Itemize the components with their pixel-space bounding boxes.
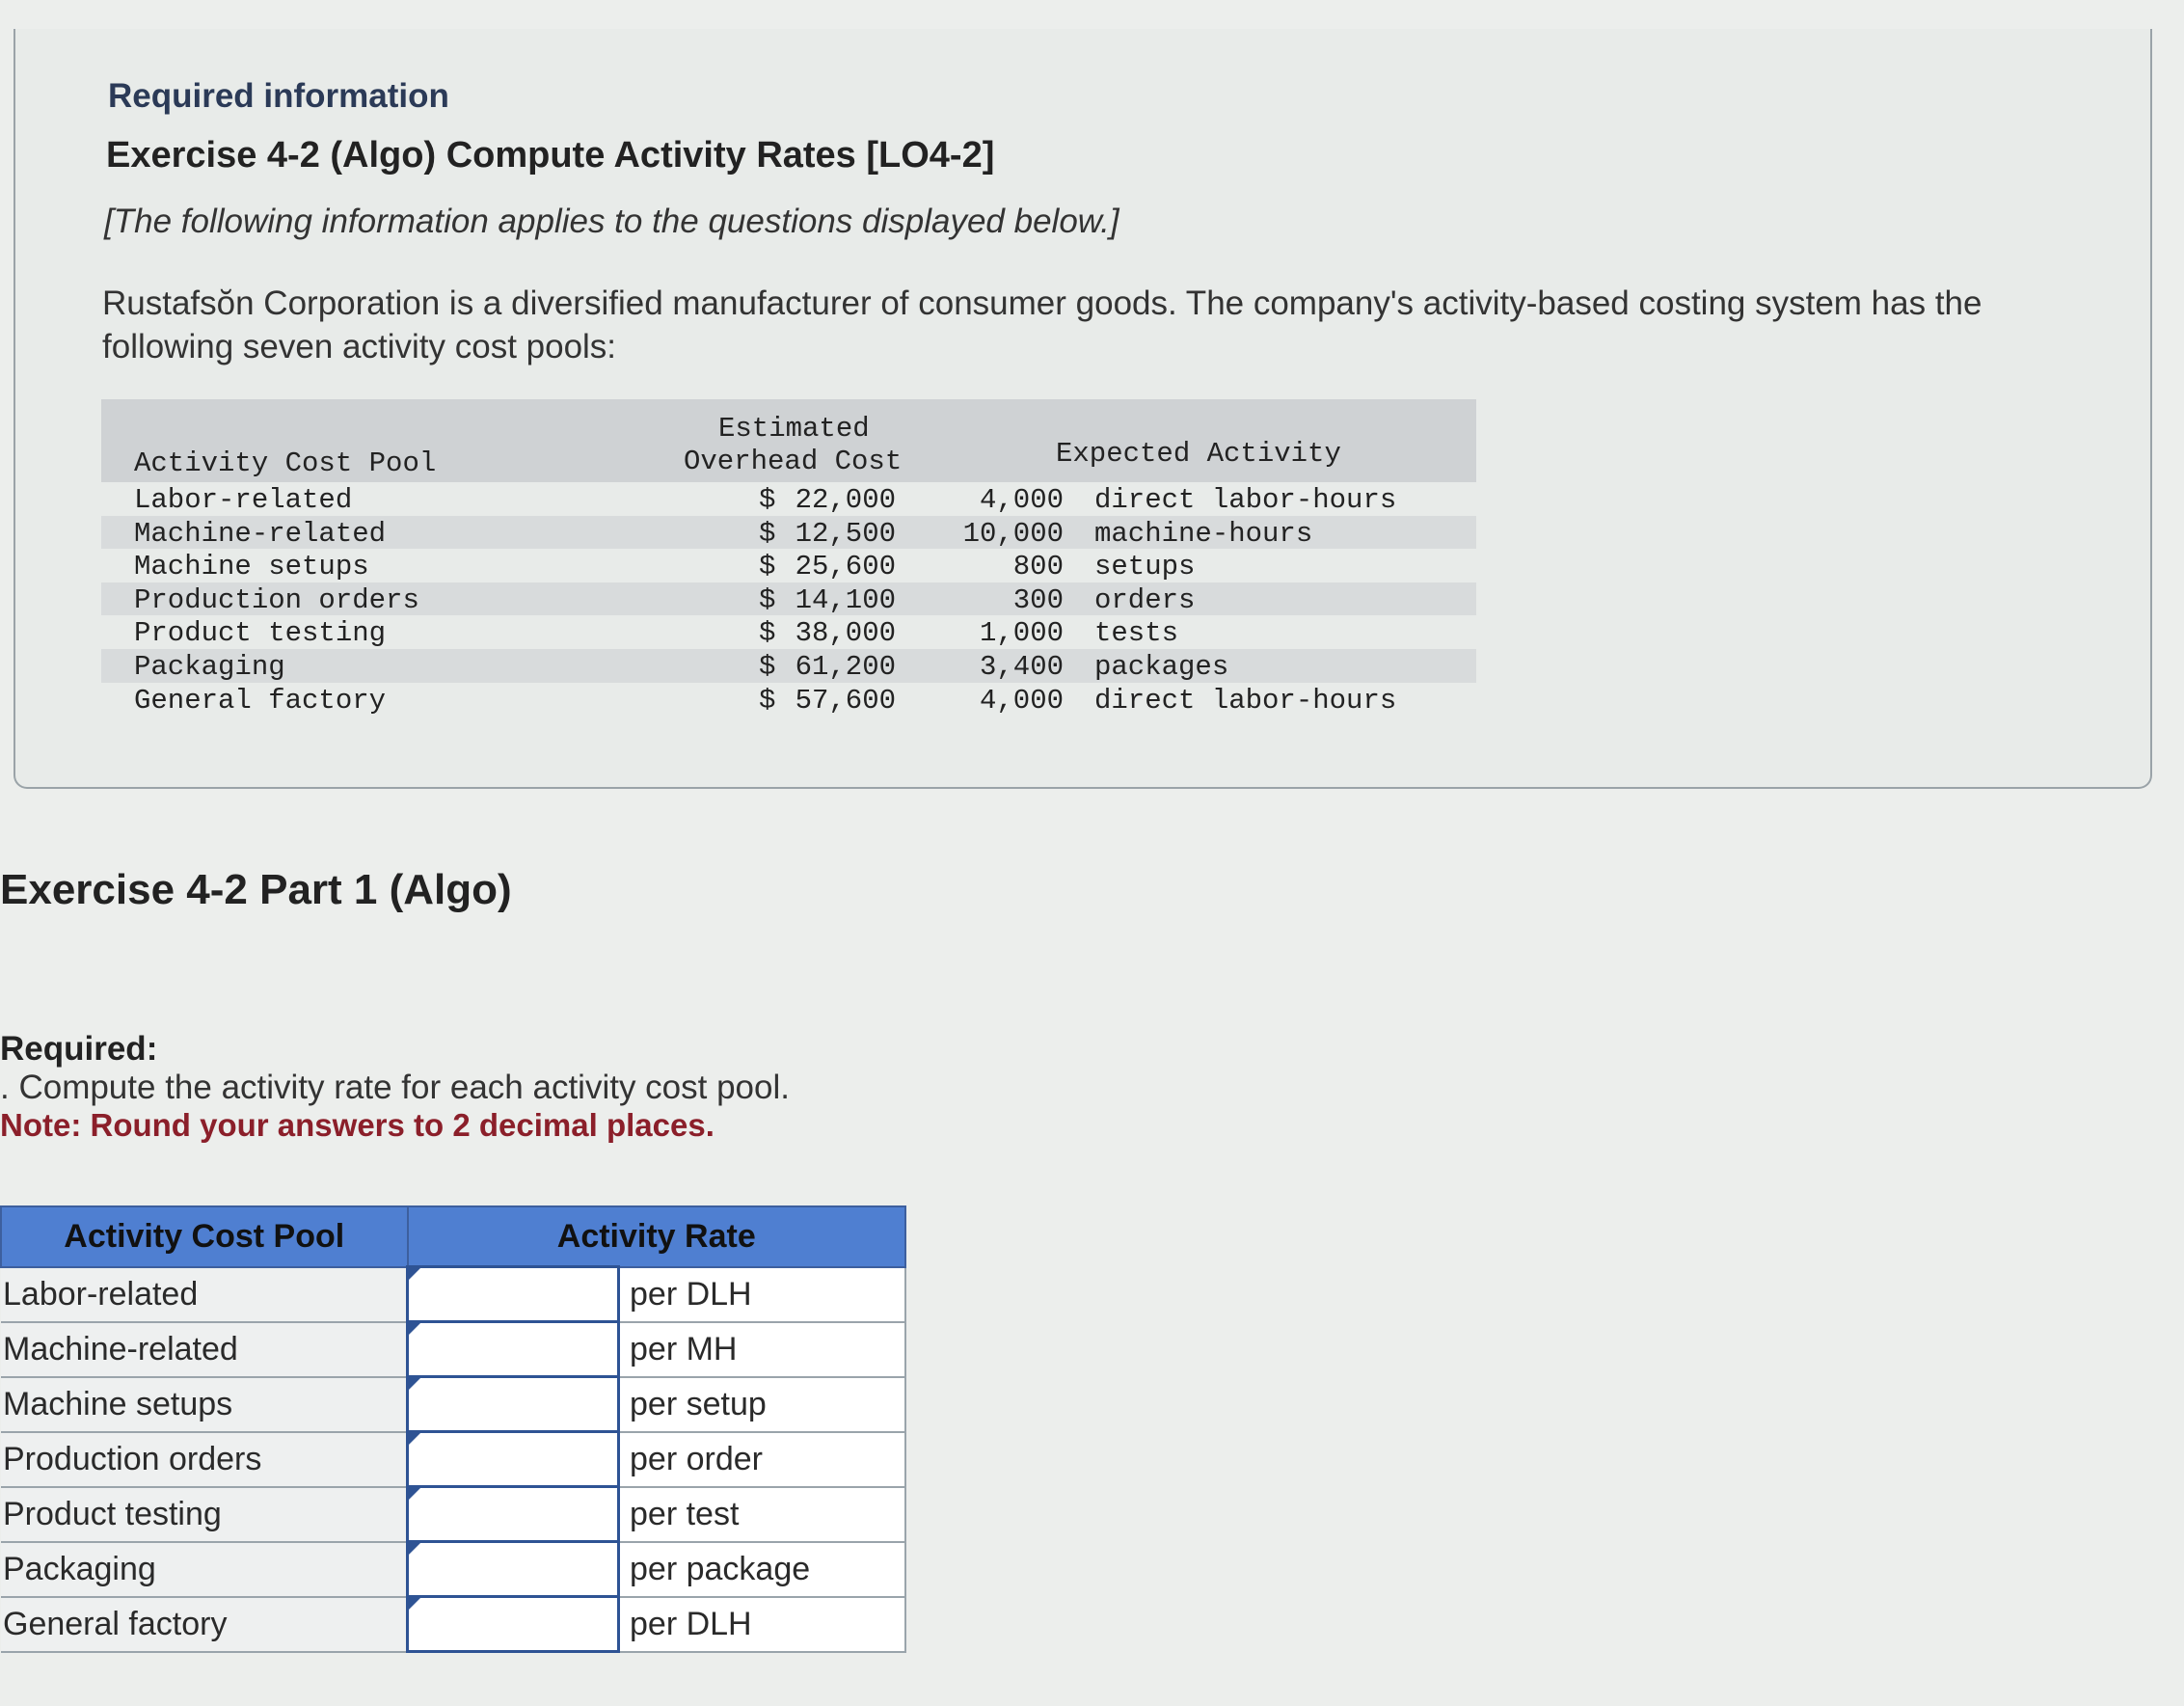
expected-activity-unit: setups (1094, 551, 1196, 583)
overhead-cost: 14,100 (795, 583, 896, 616)
rate-unit: per DLH (619, 1267, 906, 1322)
input-flag-icon (409, 1433, 420, 1445)
dollar-sign: $ (759, 684, 776, 717)
rate-header-rate: Activity Rate (408, 1206, 906, 1267)
dollar-sign: $ (759, 617, 776, 650)
overhead-cost: 25,600 (795, 551, 896, 583)
dollar-sign: $ (759, 650, 776, 683)
intro-paragraph: Rustafsŏn Corporation is a diversified manufacturer of consumer goods. The company's activity-based costing system has the following seven activity cost pools: (102, 284, 1982, 366)
pool-header-label: Activity Cost Pool (134, 447, 437, 479)
pool-name: Packaging (134, 650, 285, 683)
rate-table-row (1, 1267, 905, 1322)
input-flag-icon (409, 1323, 420, 1335)
rate-header-pool: Activity Cost Pool (1, 1206, 408, 1267)
pool-name: Product testing (134, 617, 387, 650)
part-title: Exercise 4-2 Part 1 (Algo) (0, 866, 512, 913)
rate-pool-name: General factory (1, 1597, 408, 1652)
expected-activity-unit: machine-hours (1094, 517, 1313, 550)
input-flag-icon (409, 1268, 420, 1280)
pool-name: General factory (134, 684, 387, 717)
rate-input-cell[interactable] (408, 1432, 619, 1487)
pool-row (101, 549, 1476, 582)
pool-row (101, 482, 1476, 516)
rate-pool-name: Machine setups (1, 1377, 408, 1432)
rate-unit: per MH (619, 1322, 906, 1377)
rate-input-cell[interactable] (408, 1267, 619, 1322)
input-flag-icon (409, 1488, 420, 1500)
expected-activity-amount: 4,000 (979, 684, 1064, 717)
pool-name: Machine setups (134, 551, 369, 583)
production-orders-rate-input[interactable] (409, 1433, 617, 1485)
rate-table-header-row (1, 1206, 905, 1267)
rate-table-row (1, 1542, 905, 1597)
pool-name: Production orders (134, 583, 419, 616)
rate-pool-name: Production orders (1, 1432, 408, 1487)
required-instruction: . Compute the activity rate for each activity cost pool. (0, 1069, 790, 1106)
expected-activity-amount: 1,000 (979, 617, 1064, 650)
overhead-cost: 57,600 (795, 684, 896, 717)
machine-related-rate-input[interactable] (409, 1323, 617, 1375)
overhead-cost: 12,500 (795, 517, 896, 550)
input-flag-icon (409, 1543, 420, 1555)
expected-activity-unit: packages (1094, 650, 1229, 683)
applies-note: [The following information applies to the questions displayed below.] (104, 203, 1119, 240)
rate-pool-name: Labor-related (1, 1267, 408, 1322)
rate-input-cell[interactable] (408, 1597, 619, 1652)
rate-unit: per package (619, 1542, 906, 1597)
labor-related-rate-input[interactable] (409, 1268, 617, 1320)
dollar-sign: $ (759, 517, 776, 550)
cost-header-line1: Estimated (718, 413, 870, 445)
expected-activity-amount: 10,000 (962, 517, 1064, 550)
rate-unit: per DLH (619, 1597, 906, 1652)
overhead-cost: 38,000 (795, 617, 896, 650)
expected-activity-amount: 300 (1012, 583, 1064, 616)
pool-row (101, 649, 1476, 683)
required-information-heading: Required information (108, 77, 449, 115)
dollar-sign: $ (759, 551, 776, 583)
rate-table-row (1, 1322, 905, 1377)
expected-activity-unit: direct labor-hours (1094, 684, 1397, 717)
rate-pool-name: Product testing (1, 1487, 408, 1542)
activity-rate-table (0, 1205, 906, 1653)
dollar-sign: $ (759, 583, 776, 616)
rate-unit: per test (619, 1487, 906, 1542)
dollar-sign: $ (759, 484, 776, 516)
rate-pool-name: Machine-related (1, 1322, 408, 1377)
general-factory-rate-input[interactable] (409, 1598, 617, 1650)
expected-activity-amount: 800 (1012, 551, 1064, 583)
cost-header-line2: Overhead Cost (684, 446, 903, 477)
overhead-cost: 61,200 (795, 650, 896, 683)
rate-table-row (1, 1377, 905, 1432)
expected-activity-amount: 3,400 (979, 650, 1064, 683)
rate-table-row (1, 1597, 905, 1652)
rate-table-row (1, 1432, 905, 1487)
activity-header-label: Expected Activity (1056, 438, 1341, 470)
machine-setups-rate-input[interactable] (409, 1378, 617, 1430)
overhead-cost: 22,000 (795, 484, 896, 516)
input-flag-icon (409, 1378, 420, 1390)
required-label: Required: (0, 1030, 158, 1068)
expected-activity-unit: orders (1094, 583, 1196, 616)
rate-table-row (1, 1487, 905, 1542)
rate-unit: per order (619, 1432, 906, 1487)
expected-activity-unit: direct labor-hours (1094, 484, 1397, 516)
rounding-note: Note: Round your answers to 2 decimal places. (0, 1107, 715, 1143)
rate-input-cell[interactable] (408, 1377, 619, 1432)
exercise-title: Exercise 4-2 (Algo) Compute Activity Rates [LO4-2] (106, 135, 995, 176)
rate-pool-name: Packaging (1, 1542, 408, 1597)
input-flag-icon (409, 1598, 420, 1610)
rate-input-cell[interactable] (408, 1322, 619, 1377)
rate-unit: per setup (619, 1377, 906, 1432)
pool-row (101, 516, 1476, 550)
pool-row (101, 683, 1476, 717)
pool-row (101, 582, 1476, 616)
expected-activity-amount: 4,000 (979, 484, 1064, 516)
pool-table-header (101, 399, 1476, 482)
pool-row (101, 615, 1476, 649)
expected-activity-unit: tests (1094, 617, 1179, 650)
rate-input-cell[interactable] (408, 1542, 619, 1597)
packaging-rate-input[interactable] (409, 1543, 617, 1595)
pool-name: Machine-related (134, 517, 387, 550)
pool-name: Labor-related (134, 484, 353, 516)
activity-cost-pool-table (101, 399, 1476, 716)
rate-input-cell[interactable] (408, 1487, 619, 1542)
product-testing-rate-input[interactable] (409, 1488, 617, 1540)
